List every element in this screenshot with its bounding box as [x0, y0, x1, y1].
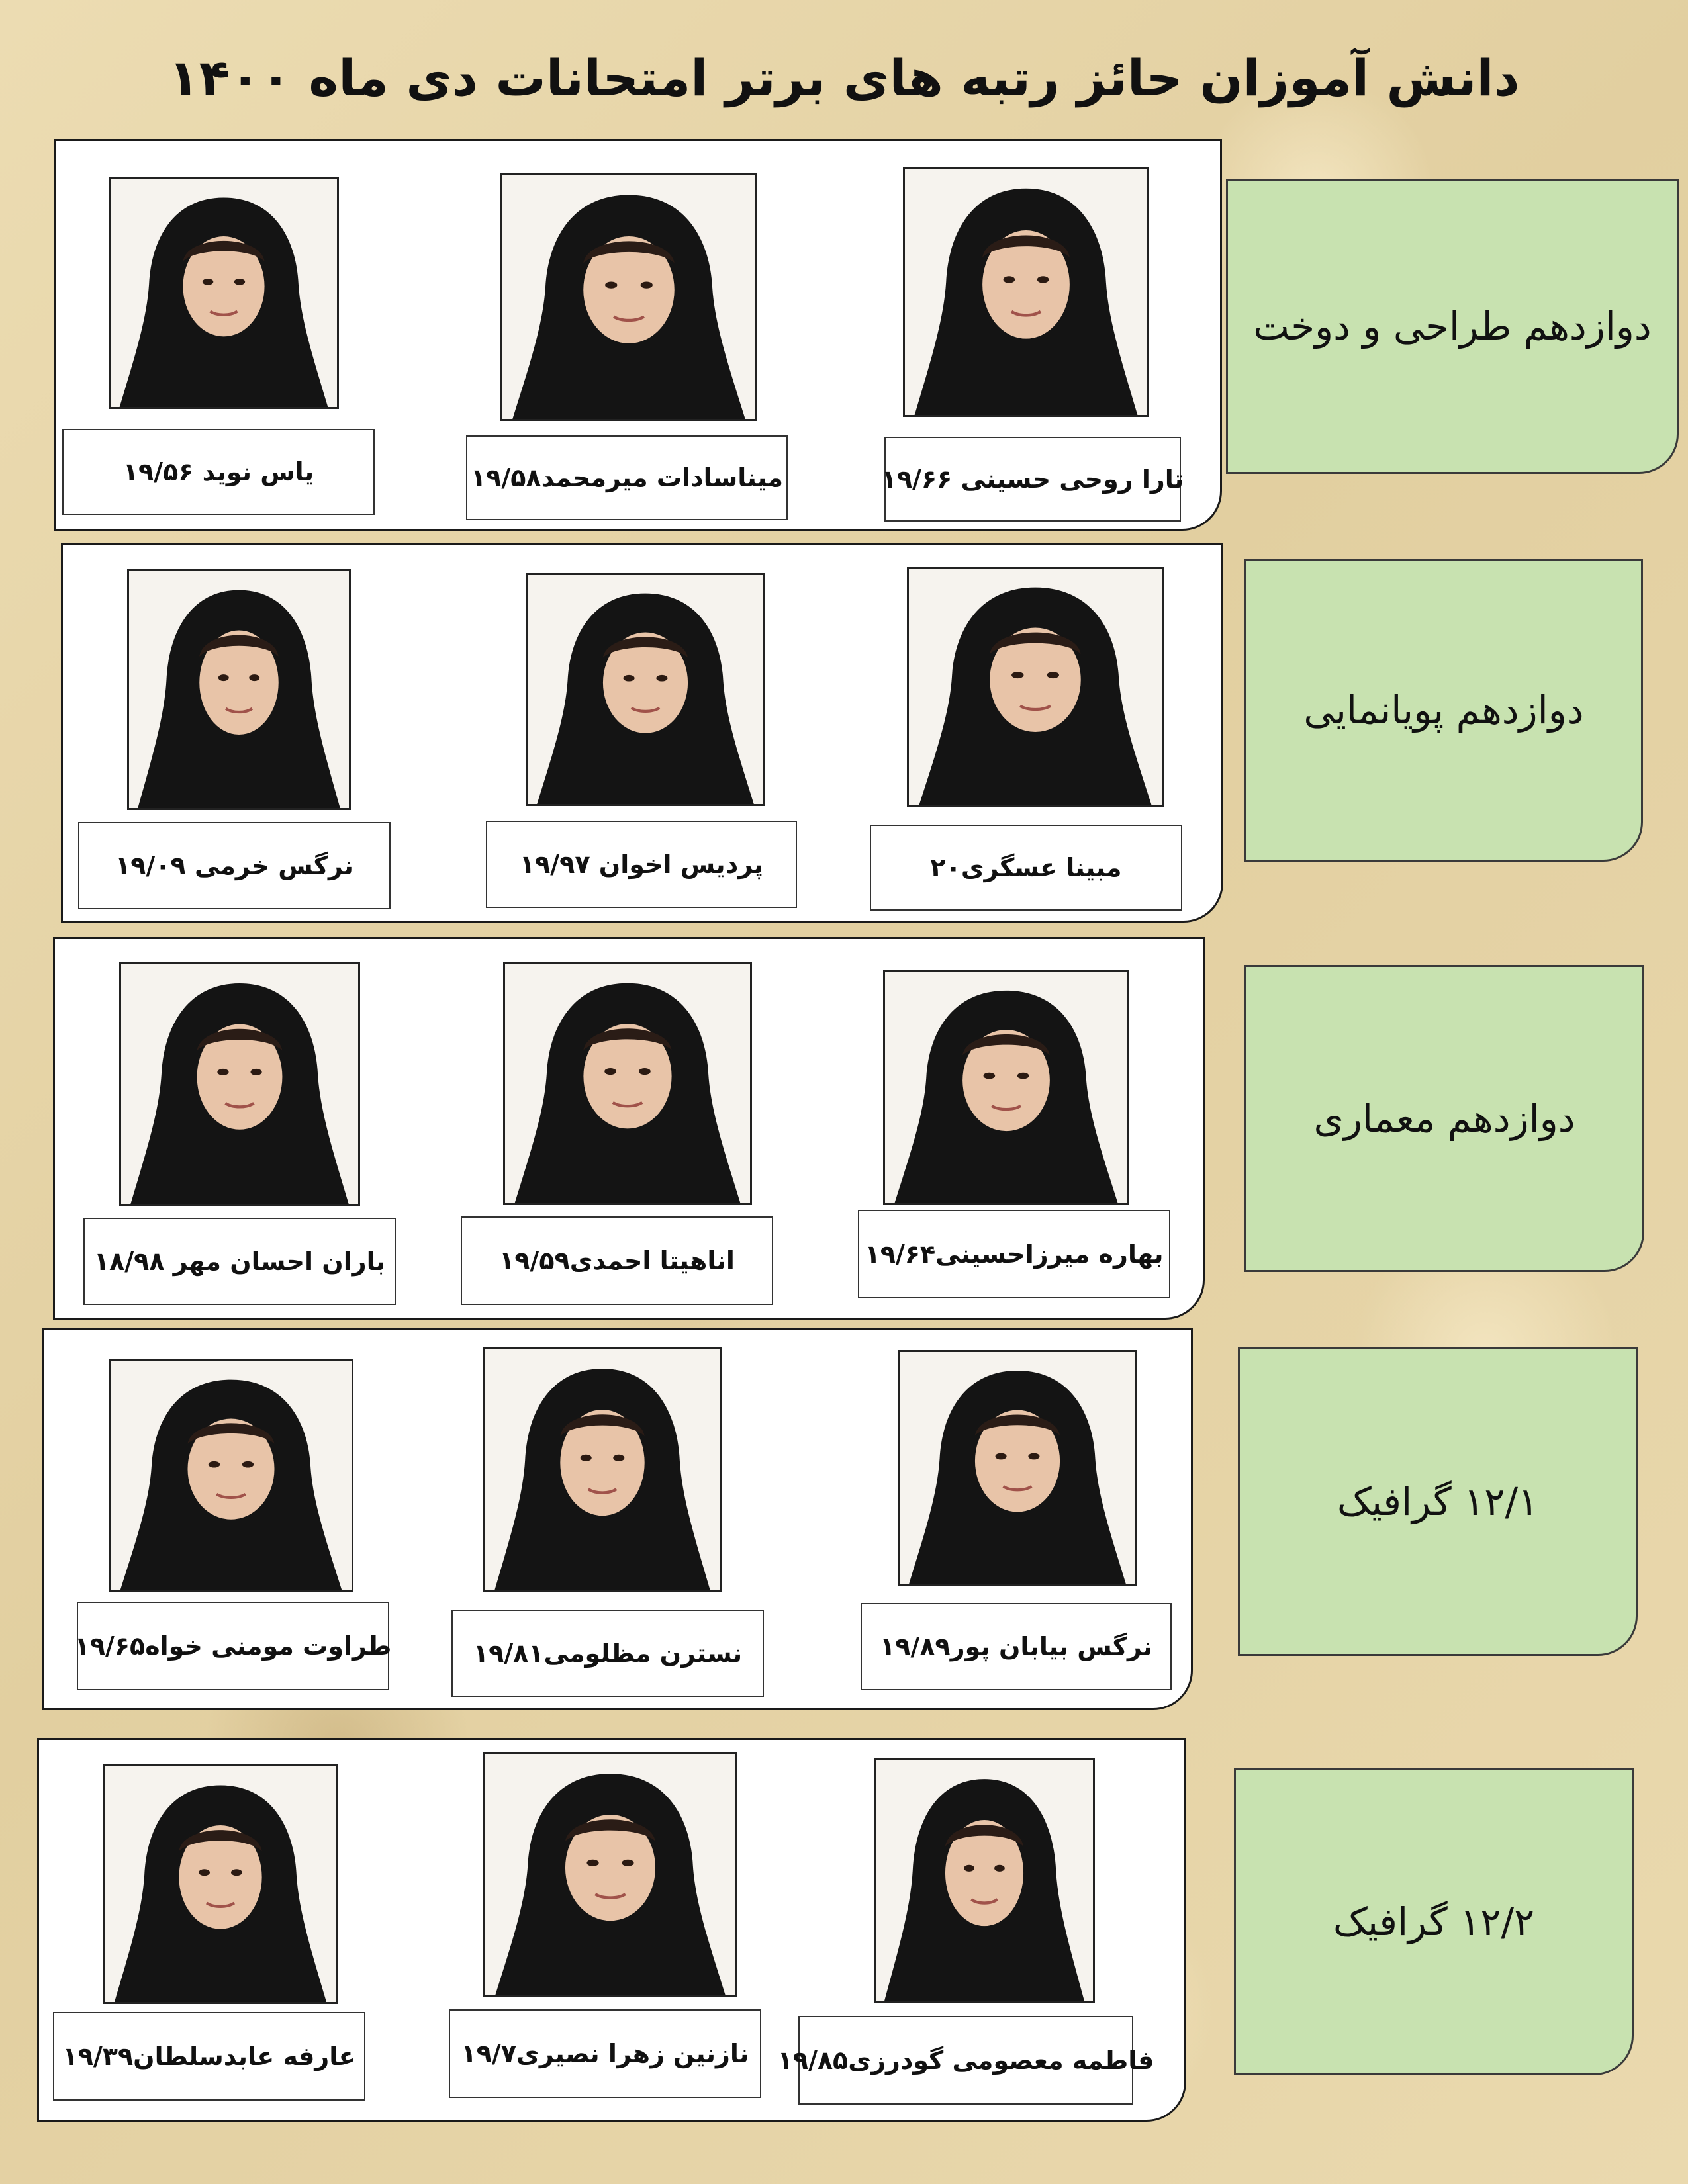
student-photo-icon	[129, 571, 349, 808]
student-photo-icon	[909, 569, 1162, 805]
student-photo-icon	[876, 1760, 1093, 2001]
student-photo-0-2	[109, 177, 339, 409]
page-title: دانش آموزان حائز رتبه های برتر امتحانات دی ماه ۱۴۰۰	[168, 48, 1520, 107]
student-name-4-0: فاطمه معصومی گودرزی۱۹/۸۵	[798, 2016, 1133, 2105]
student-photo-icon	[111, 179, 337, 407]
student-name-3-2: طراوت مومنی خواه۱۹/۶۵	[77, 1602, 389, 1690]
group-label-2: دوازدهم معماری	[1244, 965, 1644, 1272]
student-photo-icon	[505, 964, 750, 1203]
student-name-4-1: نازنین زهرا نصیری۱۹/۷	[449, 2009, 761, 2098]
student-photo-0-0	[903, 167, 1149, 417]
student-name-0-2: یاس نوید ۱۹/۵۶	[62, 429, 375, 515]
student-name-2-2: باران احسان مهر ۱۸/۹۸	[83, 1218, 396, 1305]
group-label-1: دوازدهم پویانمایی	[1244, 559, 1643, 862]
student-photo-1-1	[526, 573, 765, 806]
group-label-0: دوازدهم طراحی و دوخت	[1226, 179, 1679, 474]
student-photo-1-2	[127, 569, 351, 810]
student-photo-0-1	[500, 173, 757, 421]
student-name-2-0: بهاره میرزاحسینی۱۹/۶۴	[858, 1210, 1170, 1298]
student-photo-4-1	[483, 1752, 737, 1997]
student-photo-2-2	[119, 962, 360, 1206]
student-photo-3-2	[109, 1359, 353, 1592]
student-name-0-0: تارا روحی حسینی ۱۹/۶۶	[884, 437, 1181, 522]
student-name-2-1: اناهیتا احمدی۱۹/۵۹	[461, 1216, 773, 1305]
student-name-1-0: مبینا عسگری۲۰	[870, 825, 1182, 911]
student-photo-2-1	[503, 962, 752, 1205]
student-photo-icon	[528, 575, 763, 804]
student-photo-4-0	[874, 1758, 1095, 2003]
student-photo-icon	[111, 1361, 352, 1590]
student-photo-icon	[900, 1352, 1135, 1584]
student-name-1-1: پردیس اخوان ۱۹/۹۷	[486, 821, 797, 908]
student-photo-4-2	[103, 1764, 338, 2004]
student-photo-3-1	[483, 1347, 722, 1592]
student-photo-icon	[885, 972, 1127, 1203]
student-photo-icon	[905, 169, 1147, 415]
student-photo-3-0	[898, 1350, 1137, 1586]
student-photo-2-0	[883, 970, 1129, 1205]
student-photo-icon	[121, 964, 358, 1204]
group-label-4: ۱۲/۲ گرافیک	[1234, 1768, 1634, 2075]
student-name-3-1: نسترن مظلومی۱۹/۸۱	[451, 1610, 764, 1697]
student-photo-icon	[105, 1766, 336, 2002]
student-photo-icon	[485, 1754, 735, 1995]
student-name-1-2: نرگس خرمی ۱۹/۰۹	[78, 822, 391, 909]
student-photo-1-0	[907, 567, 1164, 807]
student-name-4-2: عارفه عابدسلطان۱۹/۳۹	[53, 2012, 365, 2101]
student-name-0-1: میناسادات میرمحمد۱۹/۵۸	[466, 435, 788, 520]
student-name-3-0: نرگس بیابان پور۱۹/۸۹	[861, 1603, 1172, 1690]
student-photo-icon	[502, 175, 755, 419]
group-label-3: ۱۲/۱ گرافیک	[1238, 1347, 1638, 1656]
student-photo-icon	[485, 1349, 720, 1590]
